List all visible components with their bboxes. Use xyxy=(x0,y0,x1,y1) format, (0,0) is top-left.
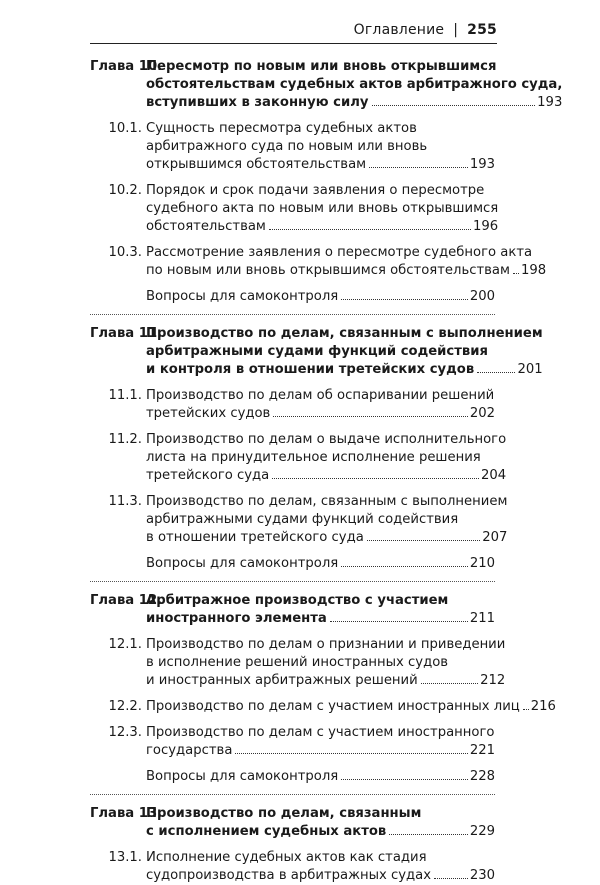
chapter-number: Глава 13. xyxy=(90,806,163,821)
entry-text: в отношении третейского суда xyxy=(146,530,364,545)
entry-text: арбитражного суда по новым или вновь xyxy=(146,139,428,154)
section-entry[interactable] xyxy=(90,849,495,885)
header-page-number: 255 xyxy=(467,22,497,38)
section-title xyxy=(146,120,495,174)
entry-line xyxy=(146,592,495,610)
section-entry[interactable] xyxy=(90,387,495,423)
section-number: 10.2. xyxy=(108,183,142,198)
entry-page-number: 193 xyxy=(469,157,495,172)
dot-leader xyxy=(273,416,467,417)
entry-line xyxy=(146,467,506,485)
chapter-divider xyxy=(90,314,495,315)
chapter-divider xyxy=(90,794,495,795)
entry-line xyxy=(146,244,546,262)
section-entry[interactable] xyxy=(90,182,499,236)
section-entry[interactable] xyxy=(90,120,495,174)
header-section-title: Оглавление xyxy=(353,22,445,38)
section-number: 10.3. xyxy=(108,245,142,260)
chapter-heading[interactable] xyxy=(90,592,495,628)
chapter-title xyxy=(146,325,543,379)
entry-line xyxy=(146,76,562,94)
entry-text: вступивших в законную силу xyxy=(146,95,369,110)
entry-line xyxy=(146,823,495,841)
entry-text: Производство по делам, связанным с выполнением xyxy=(146,494,508,509)
entry-page-number: 221 xyxy=(469,743,495,758)
dot-leader xyxy=(272,478,479,479)
chapter-title xyxy=(146,592,495,628)
entry-text: обстоятельствам xyxy=(146,219,266,234)
entry-line xyxy=(146,493,507,511)
entry-text: Производство по делам, связанным с выполнением xyxy=(146,326,543,341)
header-separator: | xyxy=(453,22,459,38)
entry-line xyxy=(146,288,495,306)
entry-line xyxy=(146,182,498,200)
section-number: 12.2. xyxy=(108,699,142,714)
dot-leader xyxy=(369,167,468,168)
dot-leader xyxy=(434,878,468,879)
entry-page-number: 207 xyxy=(482,530,508,545)
entry-text: Вопросы для самоконтроля xyxy=(146,289,339,304)
entry-line xyxy=(146,343,543,361)
entry-text: иностранного элемента xyxy=(146,611,327,626)
entry-page-number: 228 xyxy=(469,769,495,784)
section-entry[interactable] xyxy=(90,431,507,485)
entry-text: третейского суда xyxy=(146,468,270,483)
entry-text: Сущность пересмотра судебных актов xyxy=(146,121,417,136)
entry-text: Производство по делам с участием иностранных лиц xyxy=(146,699,520,714)
section-entry[interactable] xyxy=(90,244,547,280)
chapter-number: Глава 11. xyxy=(90,326,163,341)
dot-leader xyxy=(477,372,515,373)
dot-leader xyxy=(341,779,468,780)
section-number: 10.1. xyxy=(108,121,142,136)
entry-line xyxy=(146,156,495,174)
entry-page-number: 200 xyxy=(469,289,495,304)
entry-line xyxy=(146,218,498,236)
section-number: 11.1. xyxy=(108,388,142,403)
entry-line xyxy=(146,58,562,76)
entry-text: и контроля в отношении третейских судов xyxy=(146,362,475,377)
section-entry[interactable] xyxy=(90,698,556,716)
entry-page-number: 216 xyxy=(530,699,556,714)
dot-leader xyxy=(389,834,468,835)
entry-page-number: 198 xyxy=(520,263,547,278)
dot-leader xyxy=(367,540,480,541)
entry-page-number: 204 xyxy=(481,468,507,483)
entry-line xyxy=(146,867,495,885)
entry-line xyxy=(146,200,498,218)
entry-text: Вопросы для самоконтроля xyxy=(146,556,339,571)
entry-page-number: 230 xyxy=(469,868,495,883)
section-title xyxy=(146,698,556,716)
section-number: 13.1. xyxy=(108,850,142,865)
entry-text: с исполнением судебных актов xyxy=(146,824,387,839)
entry-line xyxy=(146,94,562,112)
entry-line xyxy=(146,325,543,343)
section-number: 12.1. xyxy=(108,637,142,652)
entry-line xyxy=(146,449,506,467)
entry-line xyxy=(146,742,495,760)
entry-text: обстоятельствам судебных актов арбитражного суда, xyxy=(146,77,563,92)
entry-text: листа на принудительное исполнение решения xyxy=(146,450,481,465)
entry-text: Арбитражное производство с участием xyxy=(146,593,449,608)
section-title xyxy=(146,636,505,690)
section-title xyxy=(146,849,495,885)
entry-text: государства xyxy=(146,743,233,758)
section-title xyxy=(146,493,507,547)
entry-text: Производство по делам, связанным xyxy=(146,806,422,821)
section-entry[interactable] xyxy=(90,493,508,547)
entry-line xyxy=(146,405,495,423)
entry-line xyxy=(146,610,495,628)
entry-text: по новым или вновь открывшимся обстоятельствам xyxy=(146,263,510,278)
entry-text: арбитражными судами функций содействия xyxy=(146,512,459,527)
entry-line xyxy=(146,849,495,867)
dot-leader xyxy=(341,299,468,300)
entry-text: Порядок и срок подачи заявления о пересмотре xyxy=(146,183,485,198)
dot-leader xyxy=(341,566,468,567)
entry-line xyxy=(146,654,505,672)
section-title xyxy=(146,182,498,236)
chapter-title xyxy=(146,58,562,112)
section-title xyxy=(146,724,495,760)
entry-page-number: 202 xyxy=(469,406,495,421)
running-header xyxy=(354,22,497,38)
chapter-heading[interactable] xyxy=(90,805,495,841)
entry-page-number: 211 xyxy=(469,611,495,626)
entry-text: Производство по делам о выдаче исполнительного xyxy=(146,432,507,447)
section-number: 11.2. xyxy=(108,432,142,447)
entry-line xyxy=(146,120,495,138)
chapter-number: Глава 10. xyxy=(90,59,163,74)
section-number: 11.3. xyxy=(108,494,142,509)
chapter-number: Глава 12. xyxy=(90,593,163,608)
chapter-heading[interactable] xyxy=(90,325,543,379)
entry-line xyxy=(146,698,556,716)
entry-text: в исполнение решений иностранных судов xyxy=(146,655,449,670)
entry-line xyxy=(146,511,507,529)
entry-text: арбитражными судами функций содействия xyxy=(146,344,488,359)
header-rule xyxy=(90,43,497,44)
entry-page-number: 196 xyxy=(473,219,499,234)
entry-text: третейских судов xyxy=(146,406,271,421)
chapter-divider xyxy=(90,581,495,582)
chapter-title xyxy=(146,805,495,841)
entry-text: Пересмотр по новым или вновь открывшимся xyxy=(146,59,497,74)
dot-leader xyxy=(523,709,529,710)
entry-line xyxy=(146,724,495,742)
entry-line xyxy=(146,636,505,654)
entry-page-number: 210 xyxy=(469,556,495,571)
section-title xyxy=(146,244,546,280)
entry-text: Вопросы для самоконтроля xyxy=(146,769,339,784)
entry-page-number: 193 xyxy=(537,95,563,110)
self-check-questions[interactable] xyxy=(90,555,495,573)
dot-leader xyxy=(269,229,471,230)
dot-leader xyxy=(372,105,536,106)
entry-text: и иностранных арбитражных решений xyxy=(146,673,418,688)
section-number: 12.3. xyxy=(108,725,142,740)
entry-line xyxy=(146,672,505,690)
dot-leader xyxy=(235,753,467,754)
self-check-questions[interactable] xyxy=(90,288,495,306)
entry-line xyxy=(146,431,506,449)
section-title xyxy=(146,431,506,485)
entry-line xyxy=(146,361,543,379)
entry-text: открывшимся обстоятельствам xyxy=(146,157,367,172)
self-check-questions[interactable] xyxy=(90,768,495,786)
entry-line xyxy=(146,805,495,823)
dot-leader xyxy=(421,683,478,684)
entry-page-number: 229 xyxy=(469,824,495,839)
entry-text: Производство по делам о признании и приведении xyxy=(146,637,506,652)
section-title xyxy=(146,387,495,423)
entry-line xyxy=(146,138,495,156)
entry-line xyxy=(146,555,495,573)
section-entry[interactable] xyxy=(90,724,495,760)
entry-text: Исполнение судебных актов как стадия xyxy=(146,850,427,865)
entry-text: Производство по делам об оспаривании решений xyxy=(146,388,495,403)
entry-text: судебного акта по новым или вновь открывшимся xyxy=(146,201,499,216)
table-of-contents xyxy=(90,58,563,885)
dot-leader xyxy=(513,273,519,274)
entry-text: Производство по делам с участием иностранного xyxy=(146,725,495,740)
entry-line xyxy=(146,529,507,547)
entry-text: Рассмотрение заявления о пересмотре судебного акта xyxy=(146,245,533,260)
entry-line xyxy=(146,387,495,405)
entry-line xyxy=(146,768,495,786)
dot-leader xyxy=(330,621,468,622)
entry-line xyxy=(146,262,546,280)
entry-page-number: 212 xyxy=(480,673,506,688)
section-entry[interactable] xyxy=(90,636,506,690)
entry-page-number: 201 xyxy=(517,362,543,377)
chapter-heading[interactable] xyxy=(90,58,563,112)
entry-text: судопроизводства в арбитражных судах xyxy=(146,868,432,883)
